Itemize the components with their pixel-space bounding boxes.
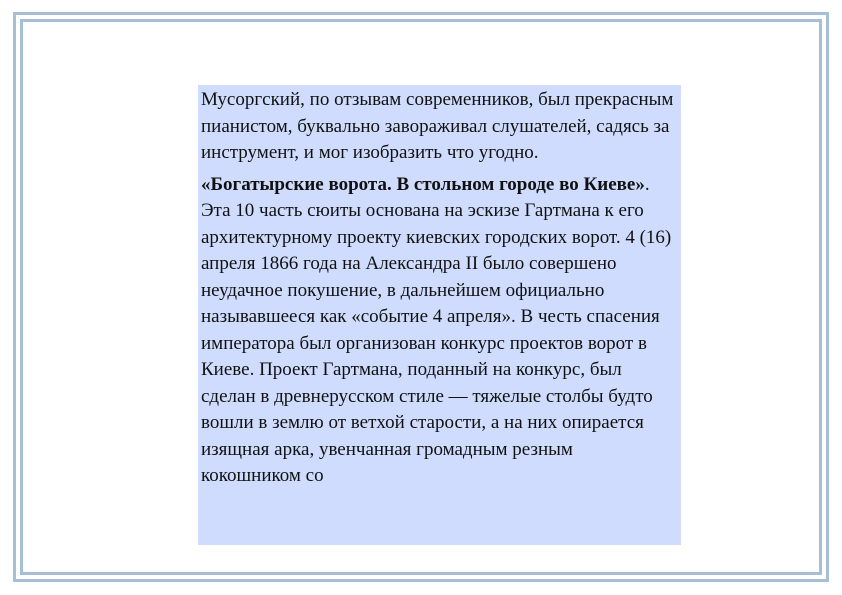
paragraph-bogatyr-gates — [201, 172, 677, 490]
text-box[interactable] — [198, 85, 681, 545]
paragraph-title: «Богатырские ворота. В стольном городе во Киеве» — [201, 173, 645, 195]
paragraph-musorgsky: Мусоргский, по отзывам современников, был прекрасным пианистом, буквально завораживал слушателей, садясь за инструмент, и мог изобразить что угодно. — [201, 89, 674, 163]
paragraph-body: . Эта 10 часть сюиты основана на эскизе Гартмана к его архитектурному проекту киевских городских ворот. 4 (16) апреля 1866 года на Александра II было совершено неудачное покушение, в дальнейшем официально называвшееся как «событие 4 апреля». В честь спасения императора был организован конкурс проектов ворот в Киеве. Проект Гартмана, поданный на конкурс, был сделан в древнерусском стиле — тяжелые столбы будто вошли в землю от ветхой старости, а на них опирается изящная арка, увенчанная громадным резным кокошником со — [201, 173, 672, 486]
